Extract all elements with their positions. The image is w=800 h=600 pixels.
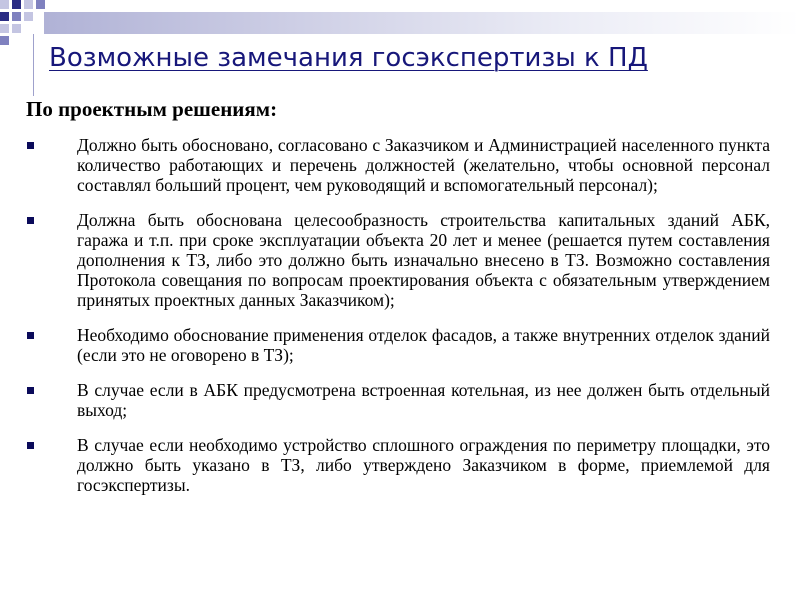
checker-square bbox=[24, 12, 33, 21]
bullet-item bbox=[0, 435, 800, 495]
bullet-list bbox=[0, 135, 800, 510]
checker-square bbox=[12, 24, 21, 33]
checker-square bbox=[36, 0, 45, 9]
checker-square bbox=[24, 0, 33, 9]
bullet-item bbox=[0, 135, 800, 195]
checker-square bbox=[0, 0, 9, 9]
square-bullet-icon bbox=[27, 442, 34, 449]
square-bullet-icon bbox=[27, 217, 34, 224]
bullet-text: Должна быть обоснована целесообразность строительства капитальных зданий АБК, гаража и т.п. при сроке эксплуатации объекта 20 лет и менее (решается путем составления дополнения к ТЗ, либо это должно быть изначально внесено в ТЗ. Возможно составления Протокола совещания по вопросам проектирования объекта с обязательным утверждением принятых проектных данных Заказчиком); bbox=[77, 210, 770, 310]
bullet-item bbox=[0, 325, 800, 365]
bullet-text: Необходимо обоснование применения отделок фасадов, а также внутренних отделок зданий (если это не оговорено в ТЗ); bbox=[77, 325, 770, 365]
decorative-checker-pattern bbox=[0, 0, 48, 48]
bullet-text: В случае если необходимо устройство сплошного ограждения по периметру площадки, это должно быть указано в ТЗ, либо утверждено Заказчиком в форме, приемлемой для госэкспертизы. bbox=[77, 435, 770, 495]
bullet-item bbox=[0, 380, 800, 420]
checker-square bbox=[0, 36, 9, 45]
decorative-vertical-line bbox=[33, 34, 34, 96]
bullet-text: Должно быть обосновано, согласовано с Заказчиком и Администрацией населенного пункта количество работающих и перечень должностей (желательно, чтобы основной персонал составлял больший процент, чем руководящий и вспомогательный персонал); bbox=[77, 135, 770, 195]
section-heading: По проектным решениям: bbox=[26, 97, 278, 121]
bullet-item bbox=[0, 210, 800, 310]
square-bullet-icon bbox=[27, 387, 34, 394]
checker-square bbox=[12, 0, 21, 9]
checker-square bbox=[0, 24, 9, 33]
checker-square bbox=[12, 12, 21, 21]
slide-title: Возможные замечания госэкспертизы к ПД bbox=[49, 43, 648, 73]
square-bullet-icon bbox=[27, 142, 34, 149]
square-bullet-icon bbox=[27, 332, 34, 339]
checker-square bbox=[0, 12, 9, 21]
decorative-gradient-bar bbox=[44, 12, 800, 34]
bullet-text: В случае если в АБК предусмотрена встроенная котельная, из нее должен быть отдельный выход; bbox=[77, 380, 770, 420]
